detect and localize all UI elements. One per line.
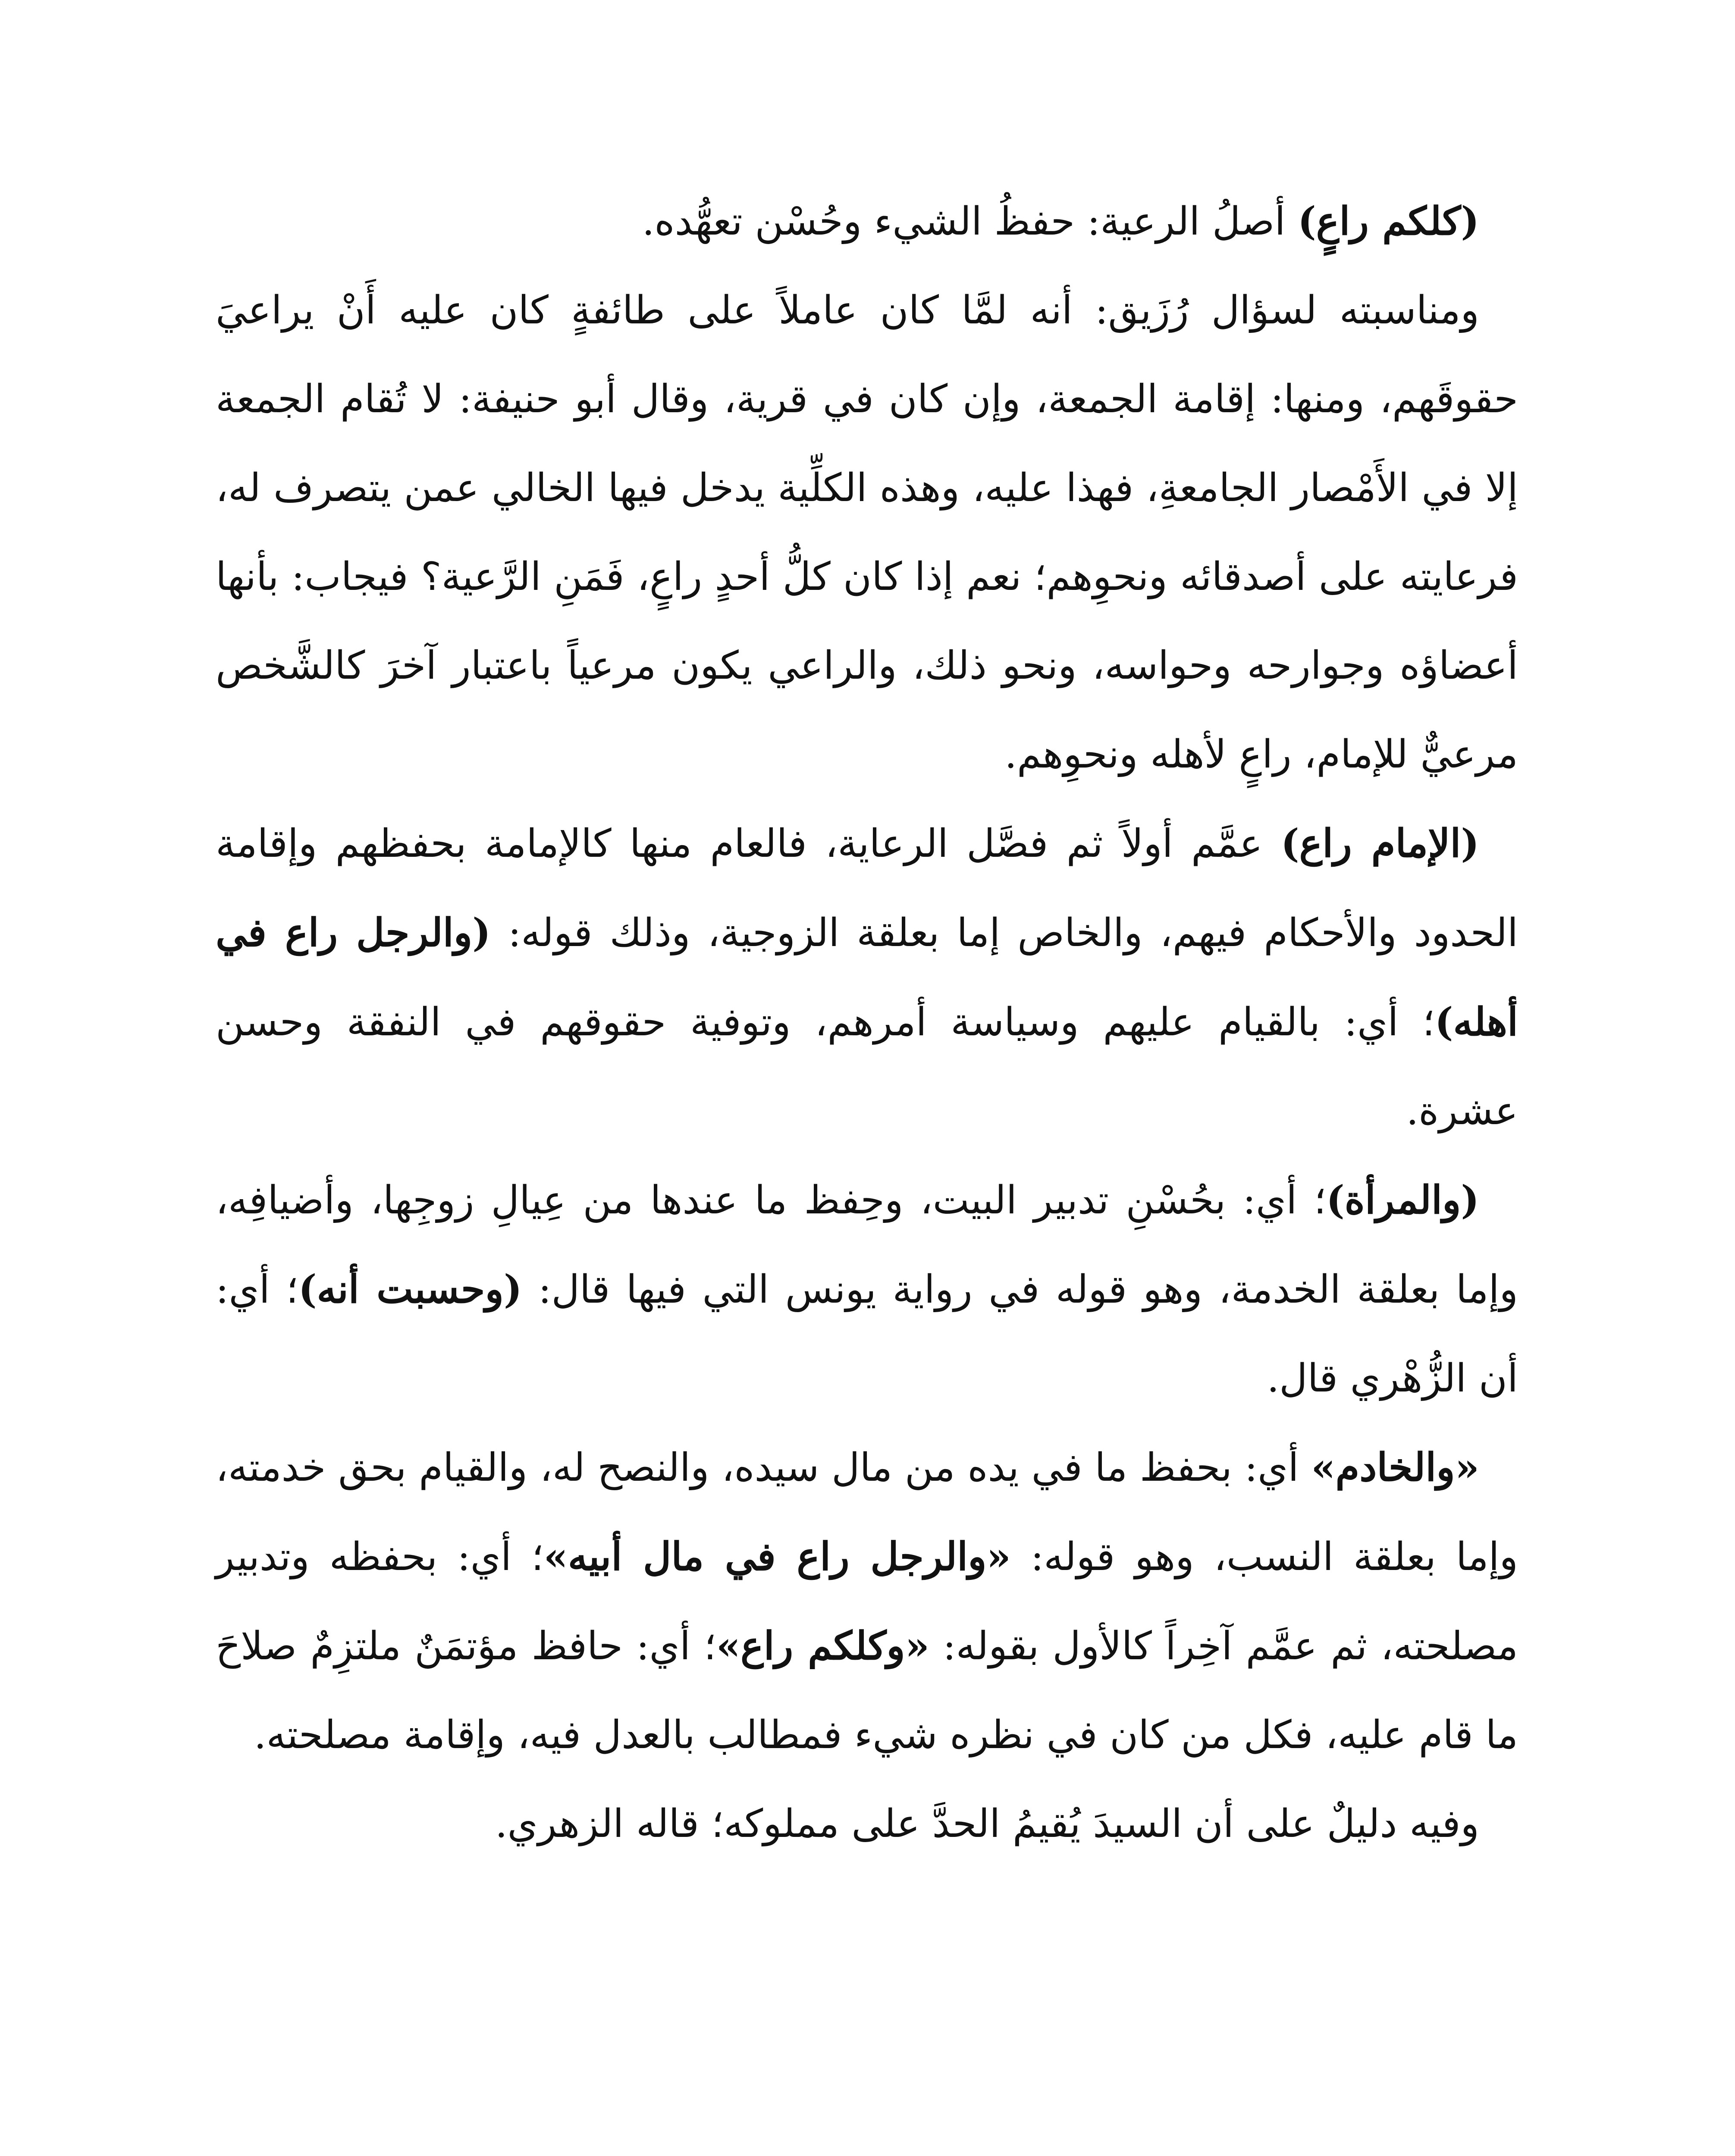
paragraph-4 — [216, 1156, 1518, 1423]
paragraph-text: ؛ أي: بالقيام عليهم وسياسة أمرهم، وتوفية حقوقهم في النفقة وحسن عشرة. — [216, 1000, 1518, 1134]
paragraph-text: ؛ أي: بحُسْنِ تدبير البيت، وحِفظ ما عندها من عِيالِ زوجِها، وأضيافِه، وإما بعلقة الخدمة، وهو قوله في رواية يونس التي فيها قال: — [216, 1178, 1518, 1312]
paragraph-1 — [216, 177, 1518, 266]
quoted-term: «والخادم» — [1311, 1445, 1479, 1490]
quoted-term: (والرجل راع في أهله) — [216, 910, 1518, 1045]
paragraph-text: أي: بحفظ ما في يده من مال سيده، والنصح له، والقيام بحق خدمته، وإما بعلقة النسب، وهو قوله: — [216, 1445, 1518, 1579]
page-body-text — [216, 177, 1518, 1868]
paragraph-text: ؛ أي: بحفظه وتدبير مصلحته، ثم عمَّم آخِراً كالأول بقوله: — [216, 1534, 1518, 1669]
paragraph-text: أصلُ الرعية: حفظُ الشيء وحُسْن تعهُّده. — [642, 199, 1298, 244]
paragraph-text: ومناسبته لسؤال رُزَيق: أنه لمَّا كان عاملاً على طائفةٍ كان عليه أَنْ يراعيَ حقوقَهم، ومنها: إقامة الجمعة، وإن كان في قرية، وقال أبو حنيفة: لا تُقام الجمعة إلا في الأَمْصار الجامعةِ، فهذا عليه، وهذه الكلِّية يدخل فيها الخالي عمن يتصرف له، فرعايته على أصدقائه ونحوِهم؛ نعم إذا كان كلُّ أحدٍ راعٍ، فَمَنِ الرَّعية؟ فيجاب: بأنها أعضاؤه وجوارحه وحواسه، ونحو ذلك، والراعي يكون مرعياً باعتبار آخرَ كالشَّخص مرعيٌّ للإمام، راعٍ لأهله ونحوِهم. — [216, 288, 1518, 777]
paragraph-3 — [216, 799, 1518, 1156]
quoted-term: (كلكم راعٍ) — [1298, 198, 1479, 244]
quoted-term: (وحسبت أنه) — [298, 1266, 522, 1312]
quoted-term: «والرجل راع في مال أبيه» — [543, 1534, 1011, 1579]
quoted-term: «وكلكم راع» — [716, 1623, 930, 1669]
quoted-term: (الإمام راع) — [1280, 821, 1479, 866]
paragraph-2 — [216, 266, 1518, 799]
paragraph-text: وفيه دليلٌ على أن السيدَ يُقيمُ الحدَّ على مملوكه؛ قاله الزهري. — [495, 1801, 1479, 1846]
paragraph-6 — [216, 1780, 1518, 1868]
paragraph-text: ؛ أي: حافظ مؤتمَنٌ ملتزِمٌ صلاحَ ما قام عليه، فكل من كان في نظره شيء فمطالب بالعدل فيه، وإقامة مصلحته. — [216, 1623, 1518, 1758]
paragraph-5 — [216, 1423, 1518, 1780]
paragraph-text: عمَّم أولاً ثم فصَّل الرعاية، فالعام منها كالإمامة بحفظهم وإقامة الحدود والأحكام فيهم، والخاص إما بعلقة الزوجية، وذلك قوله: — [216, 821, 1518, 956]
quoted-term: (والمرأة) — [1326, 1177, 1479, 1223]
paragraph-text: ؛ أي: أن الزُّهْري قال. — [216, 1267, 1518, 1401]
